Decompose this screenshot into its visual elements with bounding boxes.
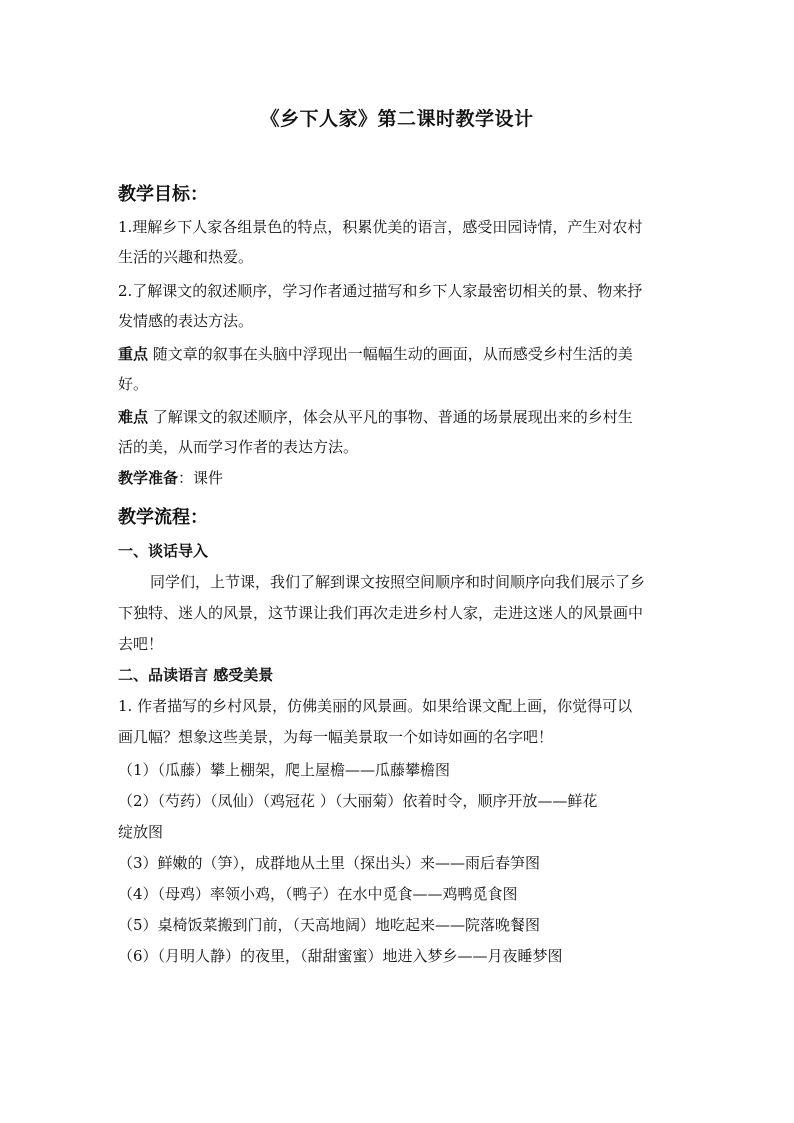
section-1-title: 一、谈话导入 <box>118 542 209 560</box>
document-title: 《乡下人家》第二课时教学设计 <box>260 108 534 130</box>
goal-1-line-2: 生活的兴趣和热爱。 <box>118 248 254 266</box>
difficulty-line-2: 活的美，从而学习作者的表达方法。 <box>118 438 359 456</box>
teaching-flow-heading: 教学流程： <box>118 507 208 528</box>
preparation-label: 教学准备 <box>118 469 179 487</box>
key-point-line-1 <box>118 343 678 365</box>
difficulty-line-1 <box>118 406 678 428</box>
difficulty-text: 了解课文的叙述顺序，体会从平凡的事物、普通的场景展现出来的乡村生 <box>148 408 633 426</box>
key-point-line-2: 好。 <box>118 375 149 393</box>
section-1-line-2: 下独特、迷人的风景，这节课让我们再次走进乡村人家，走进这迷人的风景画中 <box>118 604 644 622</box>
key-point-text: 随文章的叙事在头脑中浮现出一幅幅生动的画面，从而感受乡村生活的美 <box>148 345 633 363</box>
section-1-line-3: 去吧！ <box>118 635 164 653</box>
picture-item-3: （3）鲜嫩的（笋），成群地从土里（探出头）来——雨后春笋图 <box>118 854 541 872</box>
preparation-line <box>118 467 678 489</box>
difficulty-label: 难点 <box>118 408 149 426</box>
goal-2-line-1: 2.了解课文的叙述顺序，学习作者通过描写和乡下人家最密切相关的景、物来抒 <box>118 282 643 300</box>
section-2-title: 二、品读语言 感受美景 <box>118 666 274 684</box>
picture-item-4: （4）（母鸡）率领小鸡，（鸭子）在水中觅食——鸡鸭觅食图 <box>118 885 518 903</box>
section-2-question-line-2: 画几幅？想象这些美景，为每一幅美景取一个如诗如画的名字吧！ <box>118 728 554 746</box>
section-1-line-1: 同学们，上节课，我们了解到课文按照空间顺序和时间顺序向我们展示了乡 <box>150 573 646 591</box>
teaching-goals-heading: 教学目标： <box>118 184 208 205</box>
picture-item-2: （2）（芍药）（凤仙）（鸡冠花 ）（大丽菊）依着时令，顺序开放——鲜花 <box>118 792 598 810</box>
picture-item-5: （5）桌椅饭菜搬到门前，（天高地阔）地吃起来——院落晚餐图 <box>118 916 541 934</box>
goal-1-line-1: 1.理解乡下人家各组景色的特点，积累优美的语言，感受田园诗情，产生对农村 <box>118 218 643 236</box>
section-2-question-line-1: 1. 作者描写的乡村风景，仿佛美丽的风景画。如果给课文配上画，你觉得可以 <box>118 697 633 715</box>
picture-item-1: （1）（瓜藤）攀上棚架，爬上屋檐——瓜藤攀檐图 <box>118 761 451 779</box>
goal-2-line-2: 发情感的表达方法。 <box>118 312 254 330</box>
picture-item-6: （6）（月明人静）的夜里，（甜甜蜜蜜）地进入梦乡——月夜睡梦图 <box>118 947 563 965</box>
picture-item-2-cont: 绽放图 <box>118 823 164 841</box>
key-point-label: 重点 <box>118 345 149 363</box>
preparation-text: ：课件 <box>178 469 224 487</box>
